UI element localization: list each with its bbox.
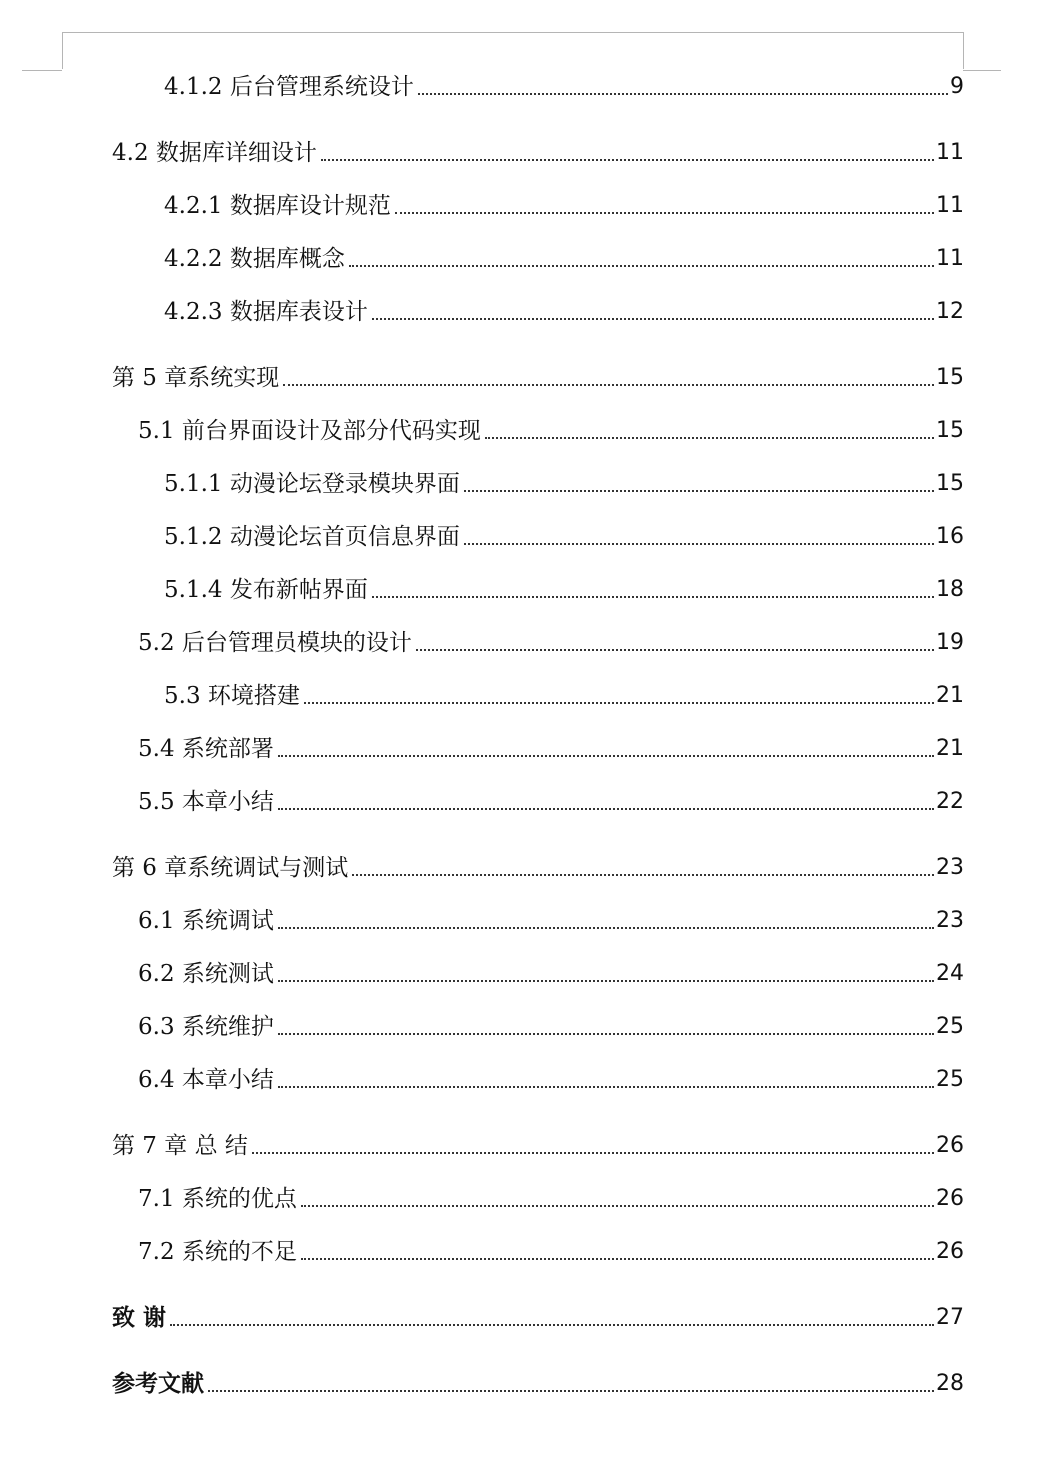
toc-entry-page: 15 xyxy=(936,418,964,443)
toc-entry-page: 24 xyxy=(936,961,964,986)
toc-leader xyxy=(416,649,934,651)
toc-entry[interactable] xyxy=(138,1237,964,1267)
toc-entry[interactable] xyxy=(138,906,964,936)
toc-entry[interactable] xyxy=(138,734,964,764)
toc-entry-label: 第 5 章系统实现 xyxy=(112,365,280,391)
toc-entry-page: 19 xyxy=(936,630,964,655)
toc-entry-page: 26 xyxy=(936,1133,964,1158)
toc-entry[interactable] xyxy=(138,1012,964,1042)
toc-entry-page: 11 xyxy=(936,246,964,271)
toc-entry-label: 4.2.3 数据库表设计 xyxy=(164,299,368,325)
toc-entry-label: 5.5 本章小结 xyxy=(138,789,274,815)
toc-entry-label: 5.4 系统部署 xyxy=(138,736,274,762)
toc-entry[interactable] xyxy=(138,1184,964,1214)
toc-entry[interactable] xyxy=(164,72,964,102)
toc-entry-page: 25 xyxy=(936,1067,964,1092)
toc-leader xyxy=(278,808,934,810)
toc-entry-label: 6.3 系统维护 xyxy=(138,1014,274,1040)
toc-leader xyxy=(485,437,934,439)
toc-entry[interactable] xyxy=(138,959,964,989)
toc-entry-page: 26 xyxy=(936,1239,964,1264)
toc-entry-page: 23 xyxy=(936,855,964,880)
toc-entry-page: 11 xyxy=(936,140,964,165)
toc-entry-page: 11 xyxy=(936,193,964,218)
toc-entry[interactable] xyxy=(164,575,964,605)
toc-entry-label: 致 谢 xyxy=(112,1305,167,1331)
toc-entry-page: 9 xyxy=(950,74,964,99)
toc-entry[interactable] xyxy=(138,787,964,817)
toc-leader xyxy=(278,1033,934,1035)
toc-entry[interactable] xyxy=(112,853,964,883)
toc-entry-page: 16 xyxy=(936,524,964,549)
toc-entry[interactable] xyxy=(164,191,964,221)
toc-entry-label: 5.1.1 动漫论坛登录模块界面 xyxy=(164,471,460,497)
toc-leader xyxy=(170,1324,934,1326)
toc-entry-page: 15 xyxy=(936,365,964,390)
toc-entry-label: 4.2.1 数据库设计规范 xyxy=(164,193,391,219)
toc-entry-page: 12 xyxy=(936,299,964,324)
toc-leader xyxy=(304,702,934,704)
toc-leader xyxy=(283,384,934,386)
toc-leader xyxy=(372,596,934,598)
toc-entry-page: 26 xyxy=(936,1186,964,1211)
toc-leader xyxy=(301,1205,934,1207)
toc-leader xyxy=(464,543,934,545)
toc-entry-label: 第 6 章系统调试与测试 xyxy=(112,855,349,881)
toc-leader xyxy=(278,755,934,757)
toc-entry[interactable] xyxy=(164,297,964,327)
toc-leader xyxy=(278,927,934,929)
toc-entry[interactable] xyxy=(112,138,964,168)
toc-leader xyxy=(278,980,934,982)
toc-entry-page: 15 xyxy=(936,471,964,496)
toc-entry-label: 6.4 本章小结 xyxy=(138,1067,274,1093)
toc-entry-label: 参考文献 xyxy=(112,1371,204,1397)
toc-leader xyxy=(464,490,934,492)
toc-leader xyxy=(208,1390,934,1392)
toc-entry-page: 25 xyxy=(936,1014,964,1039)
toc-entry-label: 4.2.2 数据库概念 xyxy=(164,246,345,272)
toc-entry-page: 18 xyxy=(936,577,964,602)
toc-entry-label: 第 7 章 总 结 xyxy=(112,1133,248,1159)
toc-entry-page: 21 xyxy=(936,683,964,708)
toc-leader xyxy=(418,93,948,95)
toc-entry-label: 6.2 系统测试 xyxy=(138,961,274,987)
toc-entry[interactable] xyxy=(164,681,964,711)
toc-entry[interactable] xyxy=(164,522,964,552)
toc-leader xyxy=(301,1258,934,1260)
toc-entry-label: 7.2 系统的不足 xyxy=(138,1239,297,1265)
toc-leader xyxy=(252,1152,934,1154)
toc-leader xyxy=(349,265,934,267)
toc-leader xyxy=(395,212,934,214)
toc-entry[interactable] xyxy=(164,244,964,274)
toc-entry-page: 21 xyxy=(936,736,964,761)
toc-entry-page: 28 xyxy=(936,1371,964,1396)
toc-leader xyxy=(352,874,934,876)
toc-entry[interactable] xyxy=(164,469,964,499)
toc-entry-page: 23 xyxy=(936,908,964,933)
toc-leader xyxy=(321,159,934,161)
toc-entry-label: 5.3 环境搭建 xyxy=(164,683,300,709)
toc-entry[interactable] xyxy=(112,1303,964,1333)
toc-entry-label: 4.2 数据库详细设计 xyxy=(112,140,317,166)
toc-entry[interactable] xyxy=(138,628,964,658)
toc-leader xyxy=(278,1086,934,1088)
toc-entry-label: 7.1 系统的优点 xyxy=(138,1186,297,1212)
toc-entry-label: 4.1.2 后台管理系统设计 xyxy=(164,74,414,100)
toc-leader xyxy=(372,318,934,320)
toc-entry[interactable] xyxy=(138,1065,964,1095)
toc-entry[interactable] xyxy=(112,363,964,393)
toc-entry-label: 5.2 后台管理员模块的设计 xyxy=(138,630,412,656)
toc-entry-page: 27 xyxy=(936,1305,964,1330)
toc-entry[interactable] xyxy=(112,1369,964,1399)
toc-entry-page: 22 xyxy=(936,789,964,814)
toc-entry-label: 6.1 系统调试 xyxy=(138,908,274,934)
toc-entry-label: 5.1 前台界面设计及部分代码实现 xyxy=(138,418,481,444)
toc-entry-label: 5.1.4 发布新帖界面 xyxy=(164,577,368,603)
toc-entry[interactable] xyxy=(112,1131,964,1161)
toc-entry-label: 5.1.2 动漫论坛首页信息界面 xyxy=(164,524,460,550)
toc-entry[interactable] xyxy=(138,416,964,446)
